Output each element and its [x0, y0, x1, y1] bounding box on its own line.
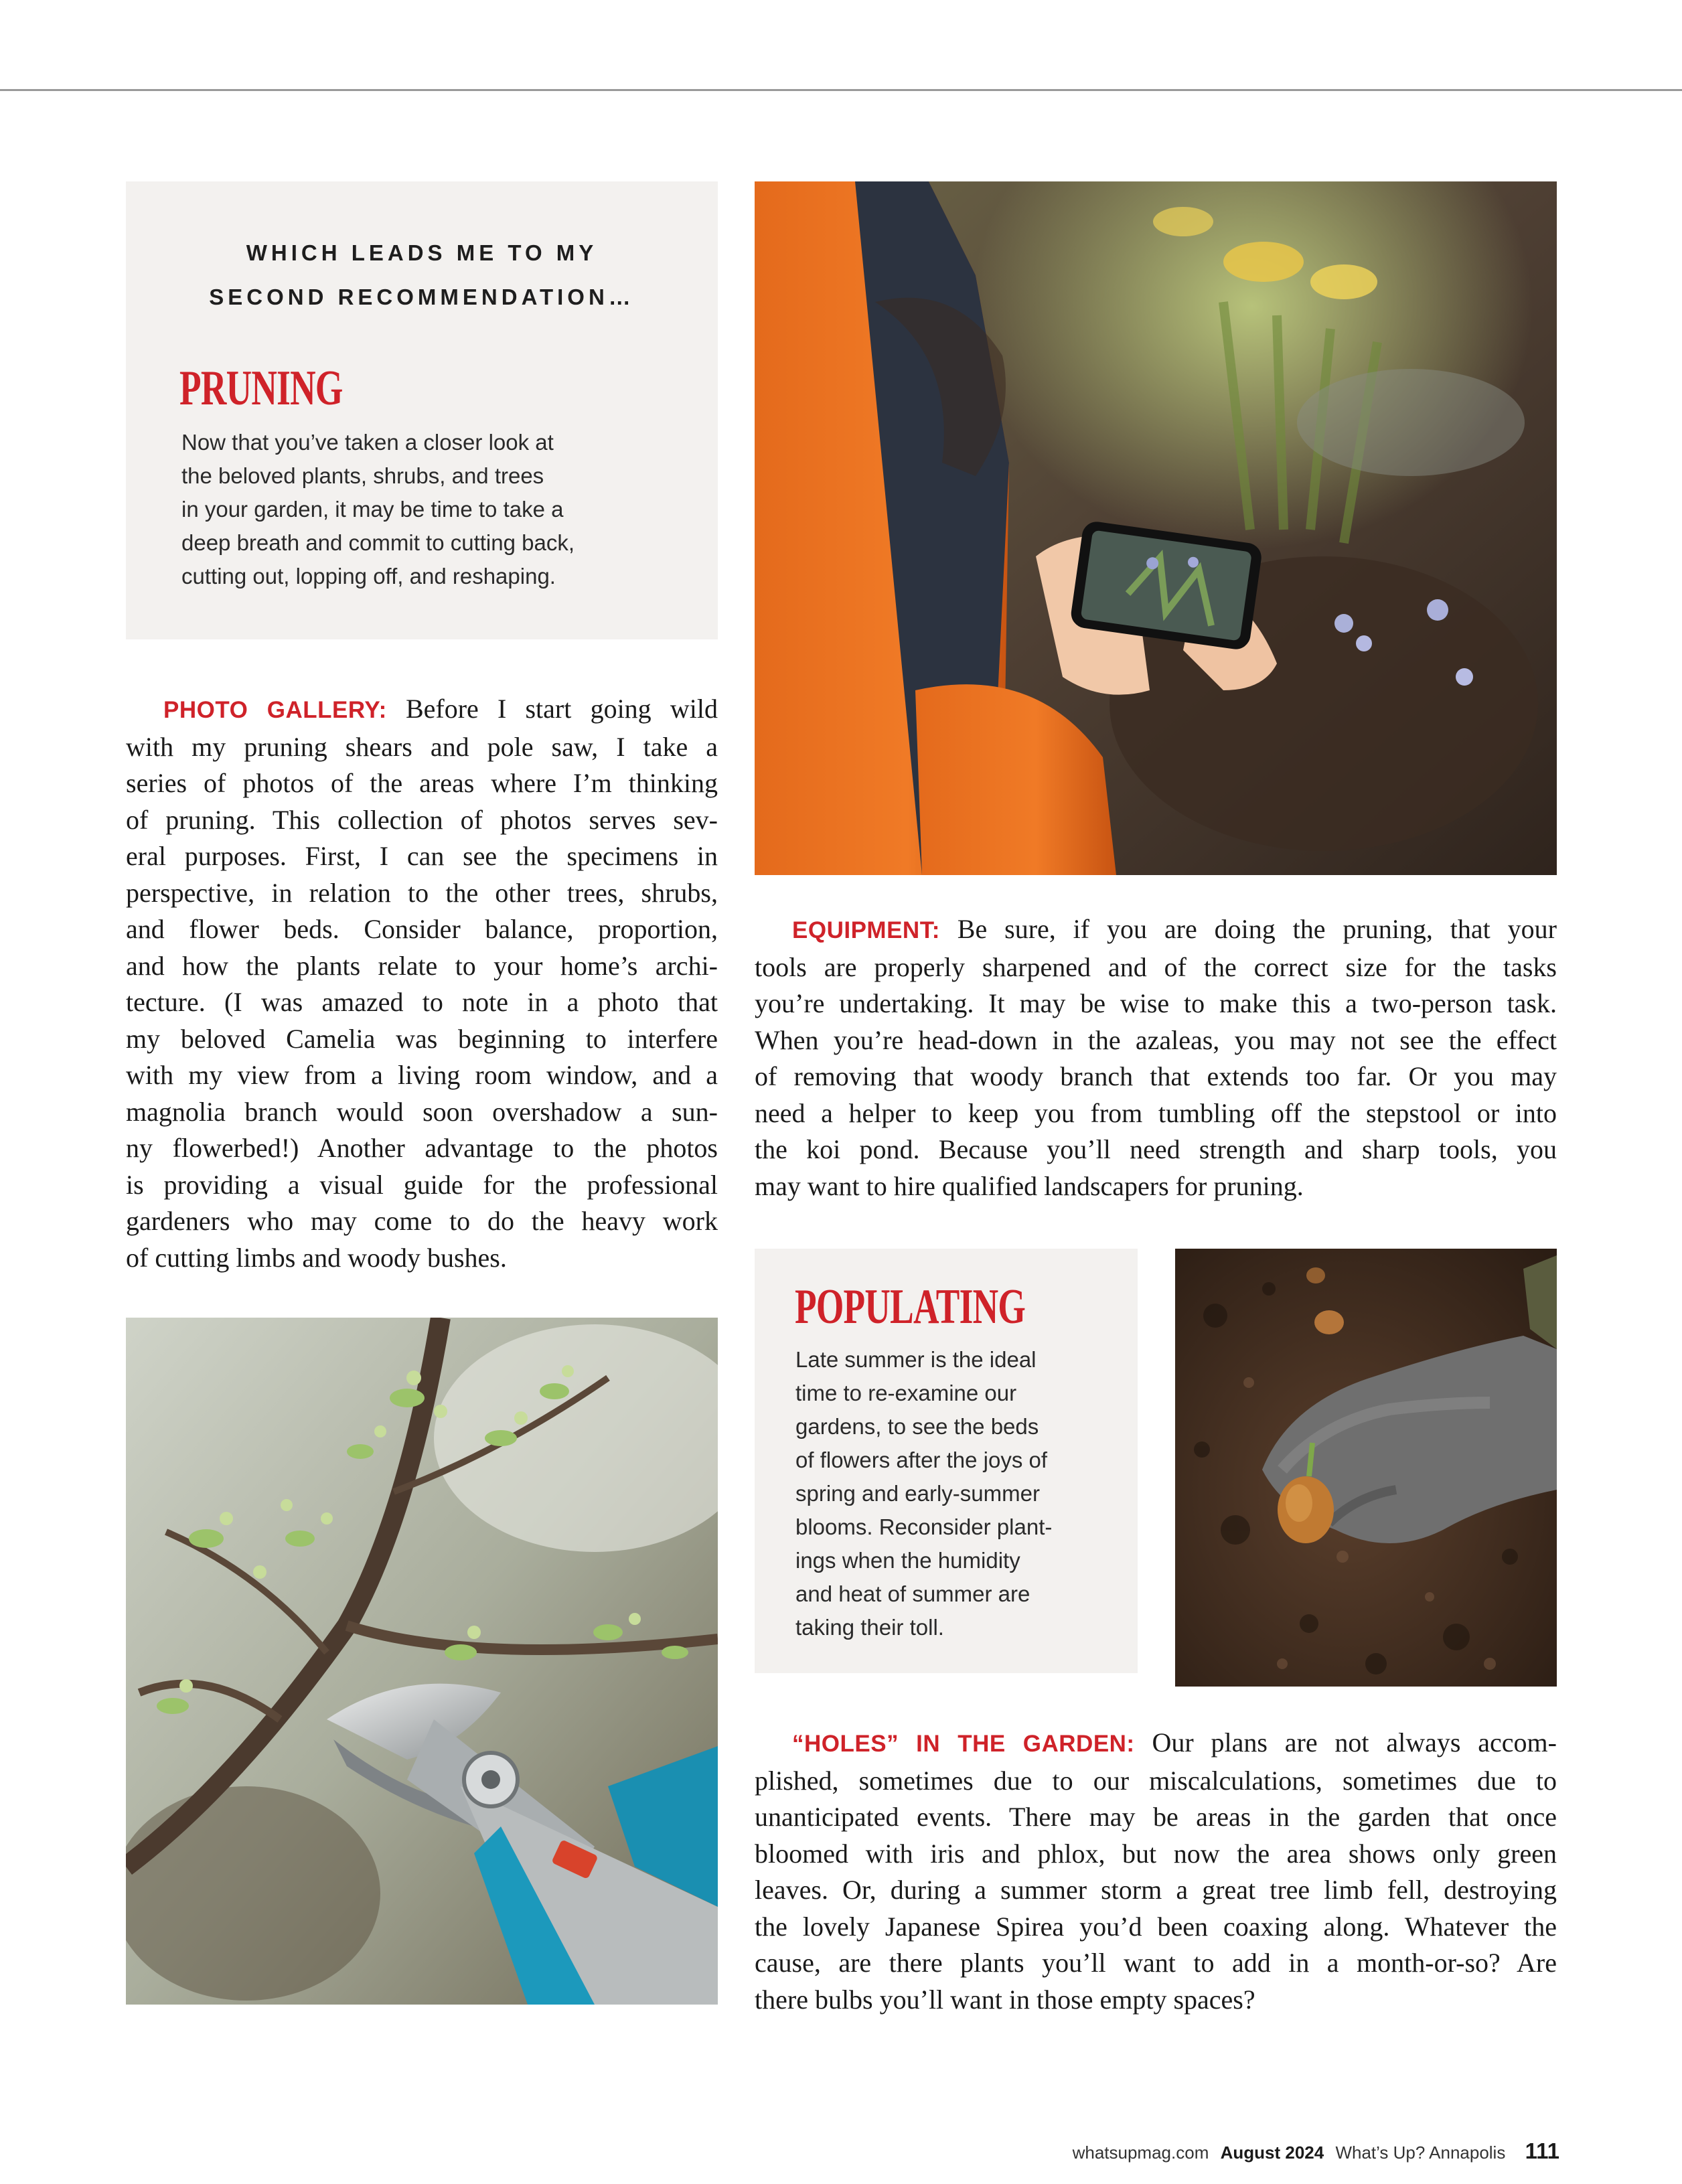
top-rule — [0, 89, 1682, 91]
populating-heading: POPULATING — [795, 1279, 1026, 1334]
paragraph-line: with my pruning shears and pole saw, I take a — [126, 731, 718, 762]
photo-pruning-shears-image — [126, 1318, 718, 2005]
paragraph-line: tools are properly sharpened and of the correct size for the tasks — [755, 951, 1557, 982]
paragraph-line: and how the plants relate to your home’s archi- — [126, 950, 718, 981]
paragraph-line: of cutting limbs and woody bushes. — [126, 1242, 507, 1273]
paragraph-line: magnolia branch would soon overshadow a sun- — [126, 1096, 718, 1127]
photo-pruning-shears — [126, 1318, 718, 2005]
page-number: 111 — [1525, 2138, 1559, 2163]
paragraph-line: eral purposes. First, I can see the specimens in — [126, 841, 718, 871]
kicker-line-1: WHICH LEADS ME TO MY — [246, 240, 598, 265]
photo-gardener-with-phone — [755, 181, 1557, 875]
paragraph-line: the lovely Japanese Spirea you’d been coaxing along. Whatever the — [755, 1911, 1557, 1942]
paragraph-line: “HOLES” IN THE GARDEN: Our plans are not always accom- — [792, 1727, 1557, 1758]
populating-intro-line: taking their toll. — [795, 1615, 944, 1640]
populating-intro-line: gardens, to see the beds — [795, 1414, 1039, 1439]
paragraph-line: PHOTO GALLERY: Before I start going wild — [163, 694, 718, 724]
populating-intro-line: Late summer is the ideal — [795, 1347, 1037, 1372]
populating-intro-line: of flowers after the joys of — [795, 1448, 1048, 1472]
paragraph-line: series of photos of the areas where I’m thinking — [126, 768, 718, 798]
paragraph-line: bloomed with iris and phlox, but now the area shows only green — [755, 1838, 1557, 1869]
paragraph-line: and flower beds. Consider balance, proportion, — [126, 914, 718, 944]
paragraph-line: with my view from a living room window, and a — [126, 1060, 718, 1090]
paragraph-line: perspective, in relation to the other trees, shrubs, — [126, 877, 718, 908]
paragraph-line: may want to hire qualified landscapers for pruning. — [755, 1170, 1304, 1201]
photo-gallery-paragraph — [126, 691, 718, 1276]
paragraph-line: cause, are there plants you’ll want to add in a month-or-so? Are — [755, 1948, 1557, 1978]
paragraph-line: the koi pond. Because you’ll need strength and sharp tools, you — [755, 1134, 1557, 1164]
paragraph-line: of pruning. This collection of photos serves sev- — [126, 804, 718, 835]
photo-gallery-lead: PHOTO GALLERY: — [163, 697, 387, 723]
equipment-lead: EQUIPMENT: — [792, 917, 940, 943]
populating-intro-line: spring and early-summer — [795, 1481, 1040, 1506]
pruning-intro-line: Now that you’ve taken a closer look at — [181, 430, 554, 455]
paragraph-line: of removing that woody branch that extends too far. Or you may — [755, 1061, 1557, 1091]
photo-planting-bulb-image — [1175, 1249, 1557, 1687]
paragraph-line: ny flowerbed!) Another advantage to the photos — [126, 1133, 718, 1163]
populating-intro-line: and heat of summer are — [795, 1581, 1030, 1606]
page-footer — [1066, 2138, 1559, 2166]
holes-paragraph — [755, 1725, 1557, 2018]
pruning-heading: PRUNING — [179, 361, 343, 416]
paragraph-line: you’re undertaking. It may be wise to make this a two-person task. — [755, 988, 1557, 1018]
paragraph-line: there bulbs you’ll want in those empty spaces? — [755, 1984, 1255, 2015]
populating-intro — [795, 1343, 1052, 1644]
pruning-intro-line: the beloved plants, shrubs, and trees — [181, 463, 544, 488]
paragraph-line: plished, sometimes due to our miscalculations, sometimes due to — [755, 1765, 1557, 1796]
photo-planting-bulb — [1175, 1249, 1557, 1687]
populating-intro-line: ings when the humidity — [795, 1548, 1020, 1573]
paragraph-line: need a helper to keep you from tumbling off the stepstool or into — [755, 1097, 1557, 1128]
pruning-intro-line: deep breath and commit to cutting back, — [181, 530, 575, 555]
paragraph-line: EQUIPMENT: Be sure, if you are doing the pruning, that your — [792, 914, 1557, 944]
paragraph-line: unanticipated events. There may be areas in the garden that once — [755, 1802, 1557, 1832]
holes-lead: “HOLES” IN THE GARDEN: — [792, 1731, 1135, 1757]
kicker-line-2: SECOND RECOMMENDATION… — [209, 285, 635, 309]
populating-intro-line: blooms. Reconsider plant- — [795, 1514, 1053, 1539]
paragraph-line: my beloved Camelia was beginning to interfere — [126, 1023, 718, 1054]
paragraph-line: When you’re head-down in the azaleas, you may not see the effect — [755, 1024, 1557, 1055]
paragraph-line: gardeners who may come to do the heavy work — [126, 1206, 718, 1236]
paragraph-line: leaves. Or, during a summer storm a great tree limb fell, destroying — [755, 1875, 1557, 1905]
footer-site: whatsupmag.com — [1072, 2142, 1209, 2163]
footer-magazine: What’s Up? Annapolis — [1335, 2142, 1506, 2163]
paragraph-line: tecture. (I was amazed to note in a photo that — [126, 987, 718, 1017]
populating-intro-line: time to re-examine our — [795, 1381, 1017, 1405]
footer-issue: August 2024 — [1220, 2142, 1324, 2163]
paragraph-line: is providing a visual guide for the professional — [126, 1169, 718, 1200]
pruning-intro-line: in your garden, it may be time to take a — [181, 497, 564, 522]
pruning-intro-line: cutting out, lopping off, and reshaping. — [181, 564, 556, 589]
photo-gardener-with-phone-image — [755, 181, 1557, 875]
kicker — [126, 231, 718, 319]
equipment-paragraph — [755, 911, 1557, 1204]
pruning-intro — [181, 426, 575, 593]
